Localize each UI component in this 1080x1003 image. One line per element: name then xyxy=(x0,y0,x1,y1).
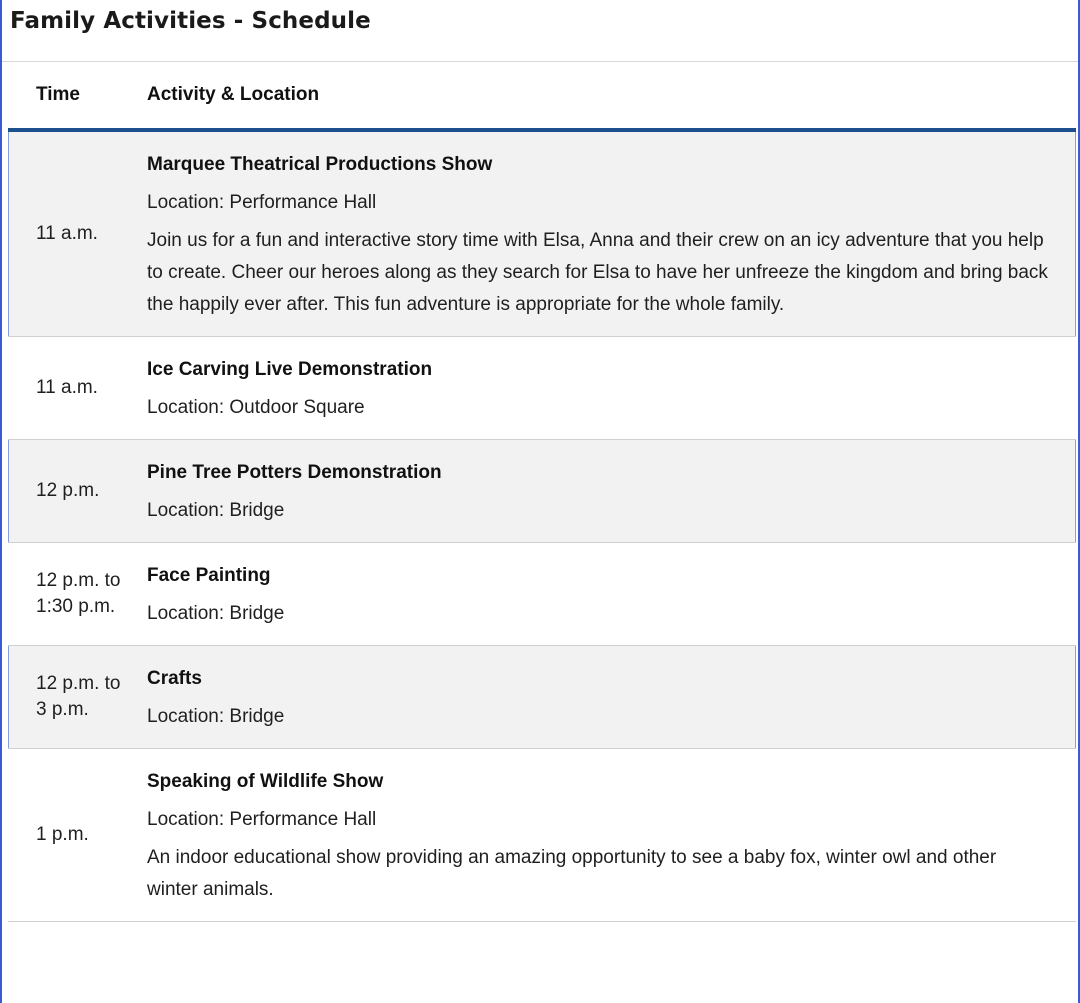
time-text: 11 a.m. xyxy=(36,223,98,244)
time-text: 12 p.m. to 1:30 p.m. xyxy=(36,570,121,617)
schedule-table xyxy=(8,62,1076,922)
activity-cell xyxy=(147,749,1076,922)
activity-title: Marquee Theatrical Productions Show xyxy=(147,154,493,175)
activity-cell xyxy=(147,337,1076,440)
activity-location: Location: Performance Hall xyxy=(147,192,377,213)
title-bar xyxy=(2,0,1078,62)
table-row xyxy=(8,543,1076,646)
activity-location: Location: Bridge xyxy=(147,500,285,521)
activity-cell xyxy=(147,543,1076,646)
column-header-time: Time xyxy=(8,62,147,130)
activity-description: An indoor educational show providing an amazing opportunity to see a baby fox, winter owl and other winter animals. xyxy=(147,847,997,900)
activity-location: Location: Performance Hall xyxy=(147,809,377,830)
activity-location: Location: Bridge xyxy=(147,706,285,727)
time-cell xyxy=(8,440,147,543)
time-cell xyxy=(8,543,147,646)
table-body xyxy=(8,130,1076,922)
header-row xyxy=(8,62,1076,130)
time-cell xyxy=(8,646,147,749)
activity-description: Join us for a fun and interactive story time with Elsa, Anna and their crew on an icy adventure that you help to create. Cheer our heroes along as they search for Elsa to have her unfreeze the kingdom and bring back the happily ever after. This fun adventure is appropriate for the whole family. xyxy=(147,230,1048,315)
activity-cell xyxy=(147,440,1076,543)
activity-location: Location: Bridge xyxy=(147,603,285,624)
time-text: 11 a.m. xyxy=(36,377,98,398)
time-text: 1 p.m. xyxy=(36,824,89,845)
time-cell xyxy=(8,749,147,922)
table-row xyxy=(8,749,1076,922)
column-header-activity: Activity & Location xyxy=(147,62,1076,130)
activity-cell xyxy=(147,130,1076,337)
table-row xyxy=(8,646,1076,749)
table-header xyxy=(8,62,1076,130)
activity-title: Pine Tree Potters Demonstration xyxy=(147,462,442,483)
activity-location: Location: Outdoor Square xyxy=(147,397,365,418)
time-text: 12 p.m. xyxy=(36,480,100,501)
activity-title: Ice Carving Live Demonstration xyxy=(147,359,433,380)
time-text: 12 p.m. to 3 p.m. xyxy=(36,673,121,720)
table-row xyxy=(8,337,1076,440)
time-cell xyxy=(8,337,147,440)
activity-title: Crafts xyxy=(147,668,202,689)
page-title: Family Activities - Schedule xyxy=(10,8,371,34)
activity-title: Speaking of Wildlife Show xyxy=(147,771,384,792)
time-cell xyxy=(8,130,147,337)
table-row xyxy=(8,440,1076,543)
activity-title: Face Painting xyxy=(147,565,271,586)
table-row xyxy=(8,130,1076,337)
activity-cell xyxy=(147,646,1076,749)
